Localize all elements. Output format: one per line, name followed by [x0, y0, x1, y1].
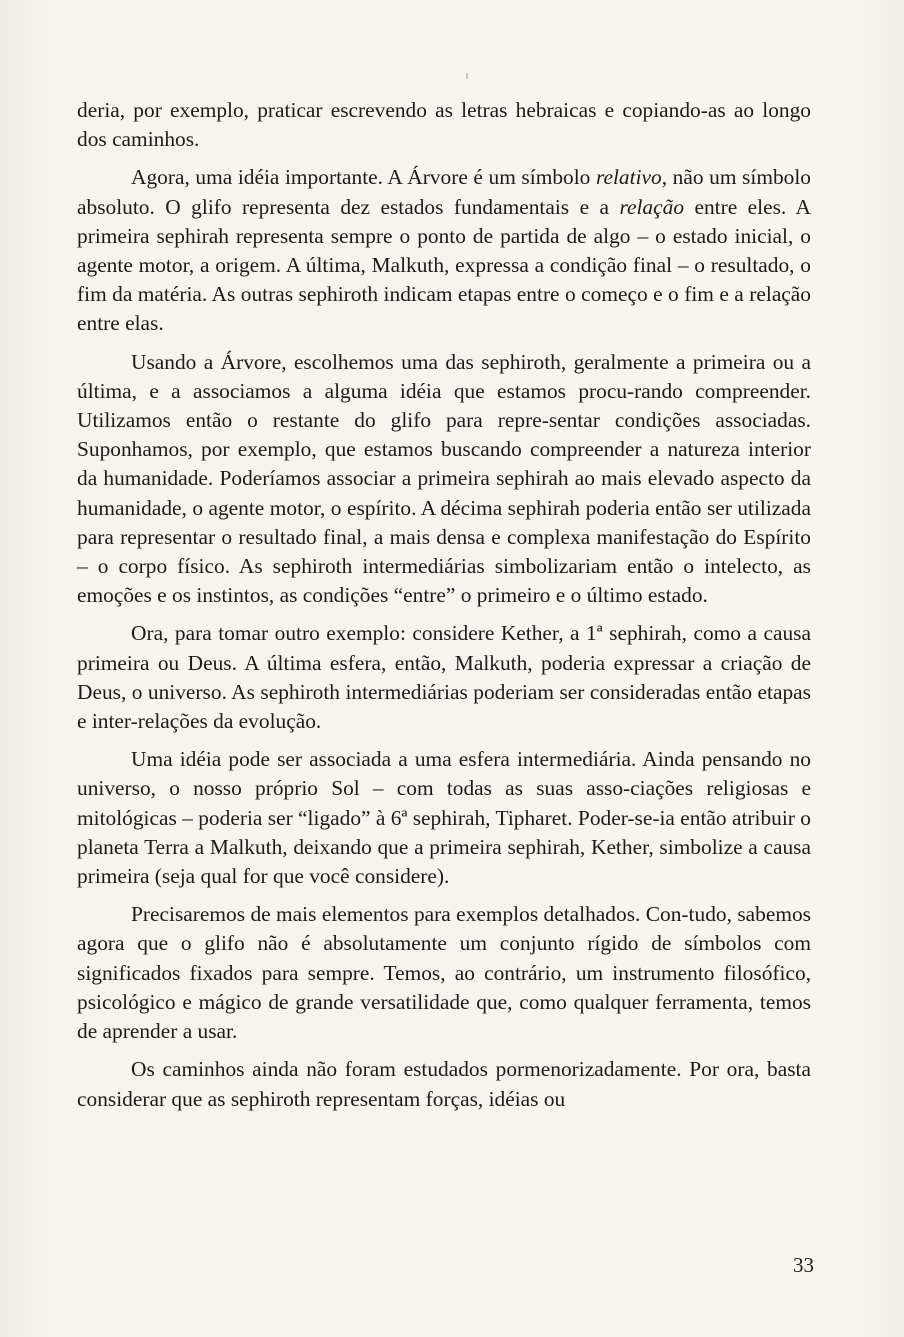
paragraph-relative-symbol: [77, 163, 811, 338]
page-number: 33: [793, 1253, 814, 1277]
paragraph-using-the-tree: [77, 348, 811, 611]
body-text: [77, 96, 811, 1114]
italic-term: relativo: [595, 165, 662, 190]
paragraph-kether-example: [77, 619, 811, 736]
paper-speck: [466, 73, 468, 79]
paragraph-paths: [77, 1055, 811, 1113]
text-run: Uma idéia pode ser associada a uma esfera intermediária. Ainda pensando no universo, o nosso próprio Sol – com todas as suas asso-ciações religiosas e mitológicas – poderia ser “ligado” à 6ª sephirah, Tipharet. Poder-se-ia então atribuir o planeta Terra a Malkuth, deixando que a primeira sephirah, Kether, simbolize a causa primeira (seja qual for que você considere).: [77, 747, 811, 889]
paragraph-more-elements: [77, 900, 811, 1046]
italic-term: relação: [619, 194, 685, 219]
text-run: entre eles. A primeira sephirah representa sempre o ponto de partida de algo – o estado inicial, o agente motor, a origem. A última, Malkuth, expressa a condição final – o resultado, o fim da matéria. As outras sephiroth indicam etapas entre o começo e o fim e a relação entre elas.: [77, 194, 811, 336]
paragraph-continuation: [77, 96, 811, 154]
text-run: Ora, para tomar outro exemplo: considere Kether, a 1ª sephirah, como a causa primeira ou Deus. A última esfera, então, Malkuth, poderia expressar a criação de Deus, o universo. As sephiroth intermediárias poderiam ser consideradas então etapas e inter-relações da evolução.: [77, 621, 811, 734]
text-run: Os caminhos ainda não foram estudados pormenorizadamente. Por ora, basta considerar que as sephiroth representam forças, idéias ou: [77, 1057, 811, 1111]
text-run: Usando a Árvore, escolhemos uma das sephiroth, geralmente a primeira ou a última, e a associamos a alguma idéia que estamos procu-rando compreender. Utilizamos então o restante do glifo para repre-sentar condições associadas. Suponhamos, por exemplo, que estamos buscando compreender a natureza interior da humanidade. Poderíamos associar a primeira sephirah ao mais elevado aspecto da humanidade, o agente motor, o espírito. A décima sephirah poderia então ser utilizada para representar o resultado final, a mais densa e complexa manifestação do Espírito – o corpo físico. As sephiroth intermediárias simbolizariam então o intelecto, as emoções e os instintos, as condições “entre” o primeiro e o último estado.: [77, 349, 811, 608]
text-run: , não um símbolo absoluto. O glifo representa dez estados fundamentais e a: [77, 165, 811, 219]
text-run: Agora, uma idéia importante. A Árvore é um símbolo: [131, 165, 596, 190]
text-run: Precisaremos de mais elementos para exemplos detalhados. Con-tudo, sabemos agora que o glifo não é absolutamente um conjunto rígido de símbolos com significados fixados para sempre. Temos, ao contrário, um instrumento filosófico, psicológico e mágico de grande versatilidade que, como qualquer ferramenta, temos de aprender a usar.: [77, 902, 811, 1044]
paragraph-intermediate-sphere: [77, 745, 811, 891]
text-run: deria, por exemplo, praticar escrevendo as letras hebraicas e copiando-as ao longo dos caminhos.: [77, 98, 811, 152]
